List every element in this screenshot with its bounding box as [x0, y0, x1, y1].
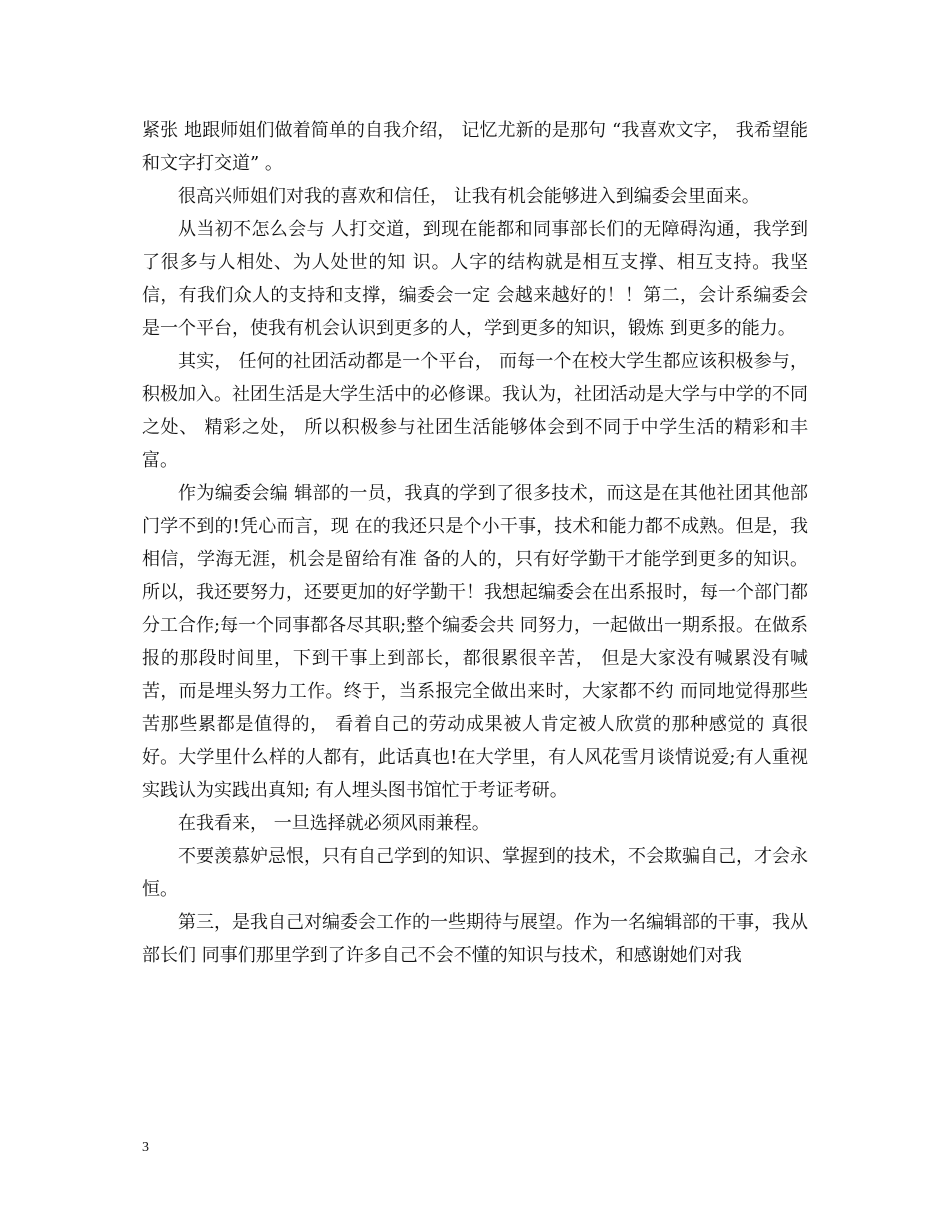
paragraph-5: 作为编委会编 辑部的一员，我真的学到了很多技术，而这是在其他社团其他部门学不到的!凭心而言，现 在的我还只是个小干事，技术和能力都不成熟。但是，我相信，学海无涯，机会是留给有准 备的人的，只有好学勤干才能学到更多的知识。所以，我还要努力，还要更加的好学勤干！我想起编委会在出系报时，每一个部门都分工合作;每一个同事都各尽其职;整个编委会共 同努力，一起做出一期系报。在做系报的那段时间里，下到干事上到部长，都很累很辛苦， 但是大家没有喊累没有喊苦，而是埋头努力工作。终于，当系报完全做出来时，大家都不约 而同地觉得那些苦那些累都是值得的， 看着自己的劳动成果被人肯定被人欣赏的那种感觉的 真很好。大学里什么样的人都有，此话真也!在大学里，有人风花雪月谈情说爱;有人重视 实践认为实践出真知; 有人埋头图书馆忙于考证考研。 — [142, 483, 808, 801]
paragraph-7: 不要羡慕妒忌恨，只有自己学到的知识、掌握到的技术，不会欺骗自己，才会永恒。 — [142, 846, 808, 900]
paragraph-3: 从当初不怎么会与 人打交道，到现在能都和同事部长们的无障碍沟通，我学到了很多与人相处、为人处世的知 识。人字的结构就是相互支撑、相互支持。我坚信，有我们众人的支持和支撑，编委会一定 会越来越好的！！第二，会计系编委会是一个平台，使我有机会认识到更多的人，学到更多的知识，锻炼 到更多的能力。 — [142, 219, 808, 339]
paragraph-4: 其实， 任何的社团活动都是一个平台， 而每一个在校大学生都应该积极参与， 积极加入。社团生活是大学生活中的必修课。我认为，社团活动是大学与中学的不同之处、 精彩之处， 所以积极参与社团生活能够体会到不同于中学生活的精彩和丰富。 — [142, 351, 808, 471]
body-text — [142, 114, 808, 972]
paragraph-8: 第三，是我自己对编委会工作的一些期待与展望。作为一名编辑部的干事，我从部长们 同事们那里学到了许多自己不会不懂的知识与技术，和感谢她们对我 — [142, 912, 808, 966]
paragraph-6: 在我看来， 一旦选择就必须风雨兼程。 — [178, 813, 490, 834]
paragraph-2: 很高兴师姐们对我的喜欢和信任， 让我有机会能够进入到编委会里面来。 — [178, 186, 760, 207]
paragraph-1: 紧张 地跟师姐们做着简单的自我介绍， 记忆尤新的是那句 “我喜欢文字， 我希望能和文字打交道” 。 — [142, 120, 808, 174]
page-number: 3 — [142, 1140, 149, 1155]
